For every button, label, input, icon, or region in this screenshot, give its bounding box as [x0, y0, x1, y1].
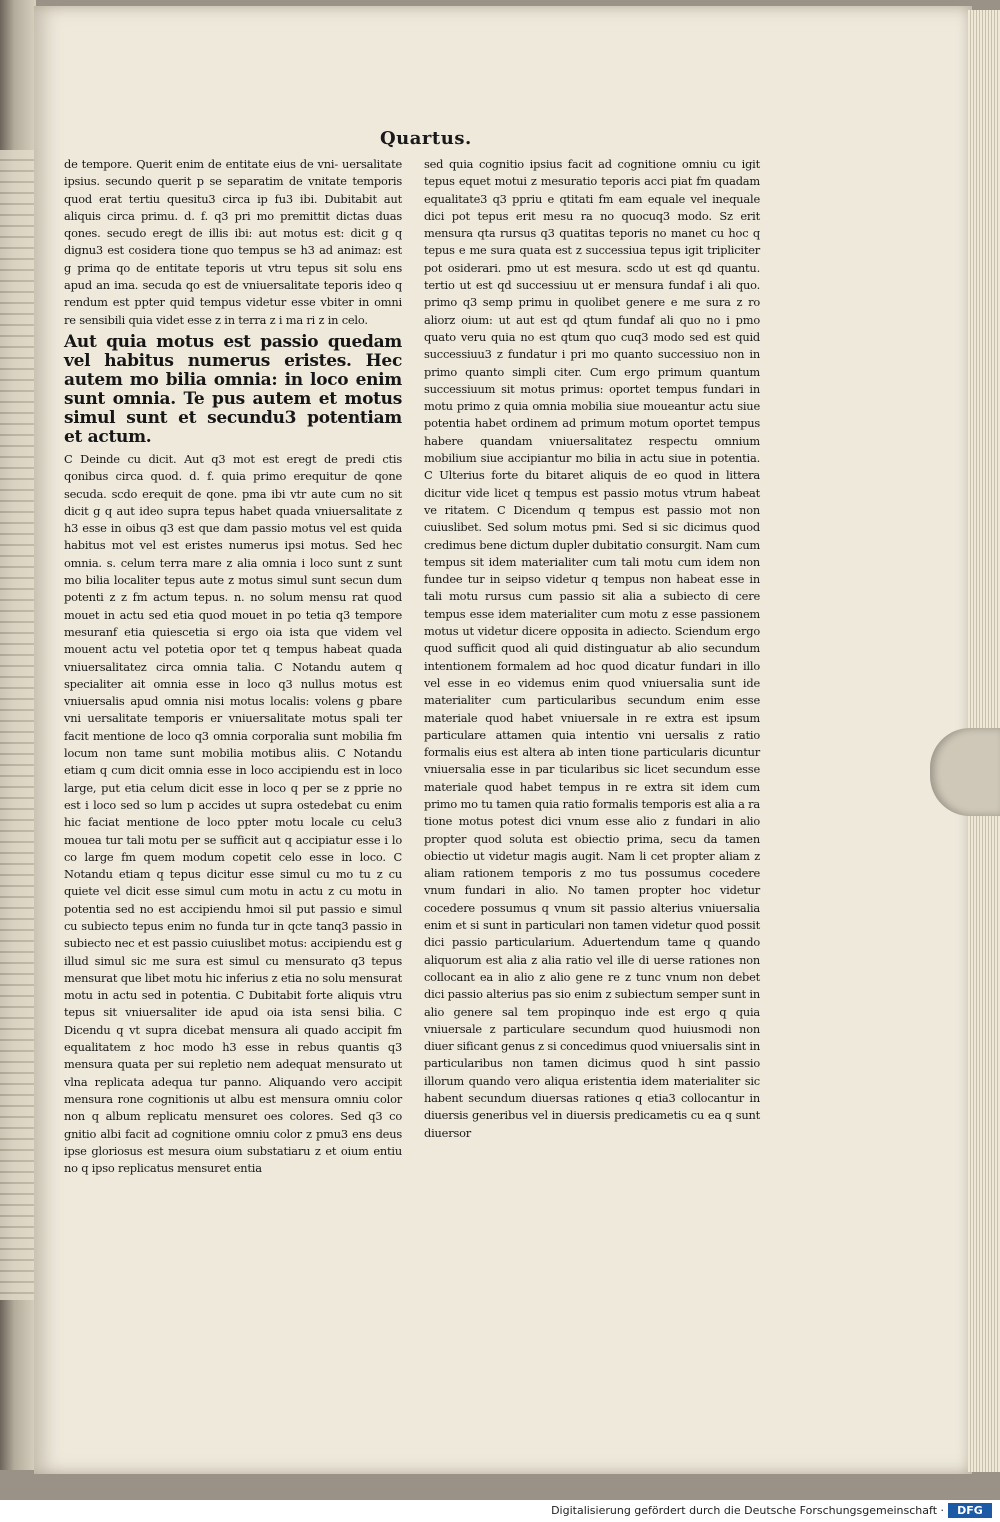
left-text-column	[64, 156, 402, 1216]
scanner-clamp	[930, 728, 1000, 816]
running-head: Quartus.	[380, 128, 472, 149]
left-paragraph-1: de tempore. Querit enim de entitate eius de vni- uersalitate ipsius. secundo querit p se separatim de vnitate temporis quod erat tertiu quesitu3 circa ip fu3 ibi. Dubitabit aut aliquis circa primu. d. f. q3 pri mo premittit dictas duas qones. secudo eregt de illis ibi: aut motus est: dicit g q dignu3 est cosidera tione quo tempus se h3 ad animaz: est g prima qo de entitate teporis ut vtru tepus sit solu ens apud an ima. secuda qo est de vniuersalitate teporis ideo q rendum est ppter quid tempus videtur esse vbiter in omni re sensibili quia videt esse z in terra z i ma ri z in celo.	[64, 157, 402, 327]
footer-bar	[0, 1500, 1000, 1522]
left-paragraph-2: C Deinde cu dicit. Aut q3 mot est eregt de predi ctis qonibus circa quod. d. f. quia primo erequitur de qone secuda. scdo erequit de qone. pma ibi vtr aute cum no sit dicit g q aut ideo supra tepus habet quada vniuersalitate z h3 esse in oibus q3 est que dam passio motus vel est quida habitus mot vel est eristes numerus ipsi motus. Sed hec omnia. s. celum terra mare z alia omnia i loco sunt z sunt mo bilia localiter tepus aute z motus simul sunt secun dum potenti z z fm actum tepus. n. no solum mensu rat quod mouet in actu sed etia quod mouet in po tetia q3 tempore mesuranf etia quiescetia si ergo oia ista que videm vel mouent actu vel potetia opor tet q tempus habeat quada vniuersalitatez circa omnia talia. C Notandu autem q specialiter ait omnia esse in loco q3 nullus motus est vniuersalis apud omnia nisi motus localis: volens g pbare vni uersalitate temporis er vniuersalitate motus spali ter facit mentione de loco q3 omnia corporalia sunt mobilia fm locum non tame sunt mobilia motibus aliis. C Notandu etiam q cum dicit omnia esse in loco accipiendu est in loco large, put etia celum dicit esse in loco q per se z pprie no est i loco sed so lum p accides ut supra ostedebat cu enim hic faciat mentione de loco ppter motu locale cu celu3 mouea tur tali motu per se sufficit aut q accipiatur esse i lo co large fm quem modum copetit celo esse in loco. C Notandu etiam q tepus dicitur esse simul cu mo tu z cu quiete vel dicit esse simul cum motu in actu z cu motu in potentia sed no est accipiendu hmoi sil put passio e simul cu subiecto tepus enim no funda tur in qcte tanq3 passio in subiecto nec et est passio cuiuslibet motus: accipiendu est g illud simul sic me sura est simul cu mensurato q3 tepus mensurat que libet motu hic inferius z etia no solu mensurat motu in actu sed in potentia. C Dubitabit forte aliquis vtru tepus sit vniuersaliter ide apud oia ista sensi bilia. C Dicendu q vt supra dicebat mensura ali quado accipit fm equalitatem z hoc modo h3 esse in rebus quantis q3 mensura quata per sui repletio nem adequat mensurato ut vlna replicata adequa tur panno. Aliquando vero accipit mensura rone cognitionis ut albu est mensura omniu color non q album replicatu mensuret oes colores. Sed q3 co gnitio albi facit ad cognitione omniu color z pmu3 ens deus ipse gloriosus est mesura oium substatiaru z et oium entiu no q ipso replicatus mensuret entia	[64, 451, 402, 1176]
dfg-logo: DFG	[948, 1503, 992, 1518]
footer-funding-text: Digitalisierung gefördert durch die Deutsche Forschungsgemeinschaft ·	[551, 1504, 944, 1517]
right-text-column	[424, 156, 760, 1196]
right-paragraph-1: sed quia cognitio ipsius facit ad cognitione omniu cu igit tepus equet motui z mesuratio teporis acci piat fm quadam equalitate3 q3 ppriu e qtitati fm eam equale vel inequale dici pot tepus erit mesu ra no quocuq3 modo. Sz erit mensura qta rursus q3 quatitas teporis no manet cu hoc q tepus e me sura quata est z successiua tepus igit tripliciter pot osiderari. pmo ut est mesura. scdo ut est qd quantu. tertio ut est qd successiuu ut er mensura fundaf i ali quo. primo q3 semp primu in quolibet genere e me sura z ro aliorz oium: ut aut est qd qtum fundaf ali quo no i pmo quato veru quia no est qtum quo cuq3 modo sed est quid successiuu3 z fundatur i pri mo quanto successiuo non in primo quanto simpli citer. Cum ergo primum quantum successiuum sit motus primus: oportet tempus fundari in motu primo z quia omnia mobilia siue moueantur actu siue potentia habet ordinem ad primum motum oportet tempus habere quandam vniuersalitatez respectu omnium mobilium siue accipiantur mo bilia in actu siue in potentia. C Ulterius forte du bitaret aliquis de eo quod in littera dicitur vide licet q tempus est passio motus vtrum habeat ve ritatem. C Dicendum q tempus est passio mot non cuiuslibet. Sed solum motus pmi. Sed si sic dicimus quod credimus bene dictum dupler dubitatio consurgit. Nam cum tempus sit idem materialiter cum tali motu cum idem non fundee tur in seipso videtur q tempus non habeat esse in tali motu rursus cum passio sit alia a subiecto di cere tempus esse idem materialiter cum motu z esse passionem motus ut videtur dicere opposita in adiecto. Sciendum ergo quod sufficit quod ali quid distinguatur ab alio secundum intentionem formalem ad hoc quod dicatur fundari in illo vel esse in eo videmus enim quod vniuersalia sunt ide materialiter cum particularibus secundum enim esse materiale quod habet vniuersale in re extra est ipsum particulare attamen quia intentio vni uersalis z ratio formalis eius est altera ab inten tione particularis dicuntur vniuersalia esse in par ticularibus sic licet secundum esse materiale quod habet tempus in re extra sit idem cum primo mo tu tamen quia ratio formalis temporis est alia a ra tione motus potest dici vnum esse alio z fundari in alio propter quod soluta est obiectio prima, secu da tamen obiectio ut videtur magis augit. Nam li cet propter aliam z aliam rationem temporis z mo tus possumus cocedere vnum fundari in alio. No tamen propter hoc videtur cocedere possumus q vnum sit passio alterius vniuersalia enim et si sunt in particulari non tamen videtur quod possit dici passio particularium. Aduertendum tame q quando aliquorum est alia z alia ratio vel ille di uerse rationes non collocant ea in alio z alio gene re z tunc vnum non debet dici passio alterius pas sio enim z subiectum semper sunt in alio genere sal tem propinquo inde est ergo q quia vniuersale z particulare secundum quod huiusmodi non diuer sificant genus z si concedimus quod vniuersalis sint in particularibus non tamen dicimus quod h sint passio illorum quando vero aliqua eristentia idem materialiter sic habent secundum diuersas rationes q etia3 collocantur in diuersis generibus vel in diuersis predicametis cu ea q sunt diuersor	[424, 157, 760, 1140]
facing-page-fragment	[0, 150, 34, 1300]
left-heading-lemma: Aut quia motus est passio quedam vel habitus numerus eristes. Hec autem mo bilia omnia: in loco enim sunt omnia. Te pus autem et motus simul sunt et secundu3 potentiam et actum.	[64, 331, 402, 447]
